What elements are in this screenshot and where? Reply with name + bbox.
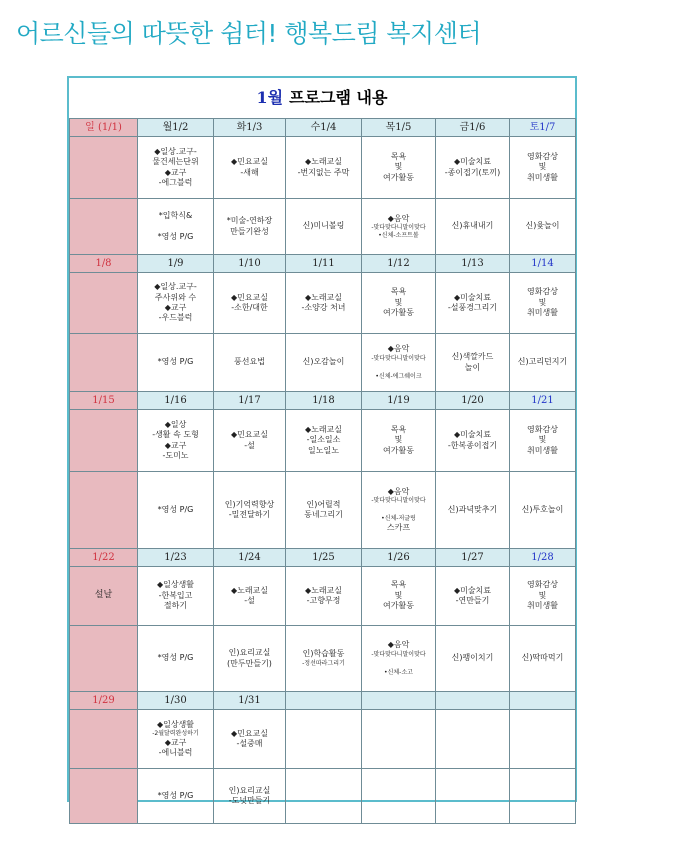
program-cell [436,710,510,769]
date-cell: 1/28 [510,549,576,567]
date-cell: 1/18 [286,392,362,410]
date-cell: 토1/7 [510,119,576,137]
program-line: -맞다맞다니말이맞다 [371,650,426,658]
afternoon-program-row [70,199,576,255]
program-line: 및 [538,435,547,445]
program-line: ◆교구 [164,737,187,747]
program-cell [138,626,214,692]
date-cell [510,692,576,710]
program-cell [214,410,286,472]
program-line [138,221,213,231]
date-cell: 금1/6 [436,119,510,137]
program-line: 및 [538,297,547,307]
program-line: *미술-연하장 [226,216,273,226]
program-line: ◆교구 [164,440,187,450]
afternoon-program-row [70,472,576,549]
program-line: ◆미술치료 [453,292,492,302]
program-line: -맞다맞다니말이맞다 [371,223,426,231]
program-line: -도넛만들기 [228,796,271,805]
program-line: *영성 P/G [157,231,194,241]
program-line: ◆일상.교구- [154,282,197,292]
program-cell [138,273,214,334]
date-cell: 1/9 [138,255,214,273]
program-cell [510,472,576,549]
program-line: -일소일소 [306,435,341,445]
program-cell [214,710,286,769]
page-title: 어르신들의 따뜻한 쉼터! 행복드림 복지센터 [16,19,482,48]
program-cell [436,769,510,824]
program-line: ◆교구 [164,303,187,312]
program-line: 및 [538,162,547,172]
program-line: 설날 [94,590,113,601]
program-cell [286,334,362,392]
program-line: ◆일상생활 [156,580,195,590]
program-line: 신)색깔카드 [451,352,494,362]
date-row [70,692,576,710]
date-cell: 1/30 [138,692,214,710]
date-cell: 1/11 [286,255,362,273]
program-cell [138,137,214,199]
program-line: ◆민요교실 [230,157,269,167]
program-cell [362,769,436,824]
program-cell [70,137,138,199]
program-cell [70,334,138,392]
program-cell [510,769,576,824]
program-cell [436,137,510,199]
date-cell: 1/31 [214,692,286,710]
date-cell: 1/20 [436,392,510,410]
program-line: 인)기억력향상 [224,499,275,509]
date-cell: 1/13 [436,255,510,273]
program-cell [70,410,138,472]
program-cell [70,626,138,692]
program-cell [510,137,576,199]
program-cell [214,626,286,692]
program-line: ◆미술치료 [453,430,492,440]
program-line: *영성 P/G [157,790,194,800]
program-cell [510,410,576,472]
program-line: -번지없는 주막 [297,167,350,177]
date-cell: 1/10 [214,255,286,273]
program-line: 일노일노 [308,445,339,455]
program-line: 여가활동 [383,172,414,182]
program-line: 신)투호놀이 [521,504,564,514]
program-cell [138,472,214,549]
program-line: -에그블럭 [158,177,193,187]
date-cell: 1/19 [362,392,436,410]
program-line: 신)휴내내기 [451,221,494,231]
afternoon-program-row [70,769,576,824]
program-line: 인)어릴적 [306,499,341,509]
program-line: 신)오감놀이 [302,357,345,367]
program-cell [214,472,286,549]
date-cell: 1/26 [362,549,436,567]
program-line: 취미생활 [527,601,558,611]
date-cell [362,692,436,710]
program-line: ◆일상.교구- [154,146,197,156]
program-cell [436,626,510,692]
program-cell [510,199,576,255]
program-line: ◆민요교실 [230,728,269,738]
program-line: 인)학습활동 [302,649,345,659]
program-cell [362,567,436,626]
program-cell [510,273,576,334]
program-cell [436,334,510,392]
date-cell: 1/23 [138,549,214,567]
program-line: ◆노래교실 [304,424,343,434]
program-line: •신체-저글링 [381,515,416,523]
program-line: ◆노래교실 [304,157,343,167]
date-cell: 화1/3 [214,119,286,137]
calendar-title [69,78,575,119]
program-line: 목욕 [390,580,407,590]
date-cell: 목1/5 [362,119,436,137]
program-line: -연만들기 [455,596,490,605]
date-cell: 1/14 [510,255,576,273]
program-line: 취미생활 [527,308,558,318]
program-line: -설중매 [236,739,263,748]
program-cell [70,199,138,255]
program-cell [362,710,436,769]
program-cell [138,410,214,472]
program-line: 신)과녁맞추기 [447,504,498,514]
date-cell [436,692,510,710]
morning-program-row [70,273,576,334]
program-cell [362,410,436,472]
program-cell [214,273,286,334]
program-cell [286,199,362,255]
program-line: 스카프 [386,522,411,532]
program-line: -설풍경그리기 [447,303,498,312]
program-line: 및 [394,162,403,172]
program-line [362,505,435,515]
program-line: -생활 속 도형 [152,430,199,440]
program-cell [214,567,286,626]
date-cell: 수1/4 [286,119,362,137]
program-line: ◆민요교실 [230,430,269,440]
program-line: •신체-에그쉐이크 [375,372,422,380]
program-cell [510,626,576,692]
date-cell: 1/17 [214,392,286,410]
morning-program-row [70,710,576,769]
program-cell [214,769,286,824]
program-cell [214,334,286,392]
program-line: -한복종이접기 [447,440,498,450]
program-line: 및 [394,297,403,307]
program-line: •신체-소프트볼 [378,231,419,239]
program-calendar [67,76,577,805]
date-row [70,255,576,273]
program-line: ◆미술치료 [453,157,492,167]
program-cell [138,710,214,769]
program-cell [436,273,510,334]
program-line: 인)요리교실 [228,785,271,795]
program-line: 동네그리기 [304,510,343,519]
calendar-month: 1월 [256,88,284,107]
date-cell: 1/29 [70,692,138,710]
program-line: -설 [244,440,255,450]
date-row [70,549,576,567]
program-cell [436,199,510,255]
program-line: 및 [538,590,547,600]
date-cell: 1/24 [214,549,286,567]
date-cell: 1/8 [70,255,138,273]
date-cell: 1/21 [510,392,576,410]
program-cell [362,199,436,255]
program-cell [70,472,138,549]
morning-program-row [70,410,576,472]
date-cell: 1/25 [286,549,362,567]
program-line: 신)고리던지기 [517,357,568,367]
date-cell: 1/22 [70,549,138,567]
program-cell [286,410,362,472]
program-line: ◆노래교실 [304,585,343,595]
program-line: -새해 [240,167,259,177]
program-cell [70,769,138,824]
date-cell: 일 (1/1) [70,119,138,137]
program-cell [286,626,362,692]
program-cell [510,334,576,392]
calendar-grid [69,118,576,824]
program-line: ◆일상 [164,419,187,429]
date-row [70,119,576,137]
program-line: 영화감상 [527,424,558,434]
program-line: 영화감상 [527,580,558,590]
program-line: 신)미니볼링 [302,221,345,231]
program-line: -밀전달하기 [228,510,271,519]
program-line: -맞다맞다니말이맞다 [371,354,426,362]
program-line: 신)딱따먹기 [521,653,564,663]
program-cell [362,137,436,199]
calendar-title-text: 프로그램 내용 [289,88,388,107]
program-line: -한복입고 [158,590,193,600]
program-line: 영화감상 [527,287,558,297]
program-line: 물건세는단위 [152,157,199,167]
program-line: 절하기 [163,601,188,611]
program-line: -소한/대한 [231,303,268,312]
program-line: *영성 P/G [157,504,194,514]
program-line: 여가활동 [383,445,414,455]
program-cell [138,334,214,392]
program-line: 및 [394,435,403,445]
program-cell [214,137,286,199]
program-line: 목욕 [390,287,407,297]
program-line: 놀이 [464,362,481,372]
program-line: 영화감상 [527,151,558,161]
morning-program-row [70,567,576,626]
program-line: 목욕 [390,151,407,161]
program-line: ◆음악 [387,344,410,354]
program-line: -우드블럭 [158,313,193,323]
program-cell [436,472,510,549]
afternoon-program-row [70,334,576,392]
program-cell [362,273,436,334]
program-cell [70,567,138,626]
program-cell [362,626,436,692]
date-cell: 1/15 [70,392,138,410]
program-cell [362,472,436,549]
date-cell: 1/27 [436,549,510,567]
program-cell [138,567,214,626]
program-cell [70,273,138,334]
program-line: *영성 P/G [157,653,194,663]
program-line: 신)윷놀이 [525,221,560,231]
program-line: -고향무정 [306,596,341,605]
date-cell: 월1/2 [138,119,214,137]
program-cell [510,710,576,769]
program-line: *영성 P/G [157,357,194,367]
date-row [70,392,576,410]
program-line: 주사위와 수 [154,292,197,302]
program-cell [362,334,436,392]
program-line: •신체-소고 [384,668,413,676]
program-cell [286,472,362,549]
program-line: ◆미술치료 [453,585,492,595]
afternoon-program-row [70,626,576,692]
program-line [362,659,435,669]
program-line: 목욕 [390,424,407,434]
program-cell [286,273,362,334]
program-line: ◆노래교실 [230,585,269,595]
program-line: 취미생활 [527,445,558,455]
program-cell [286,769,362,824]
program-line: -설 [244,596,255,605]
program-line: 여가활동 [383,601,414,611]
program-line: ◆음악 [387,486,410,496]
program-cell [510,567,576,626]
program-cell [70,710,138,769]
program-line: 신)팽이치기 [451,653,494,663]
program-cell [286,137,362,199]
program-line: 여가활동 [383,308,414,318]
program-cell [286,567,362,626]
program-line: ◆민요교실 [230,292,269,302]
program-line: -맞다맞다니말이맞다 [371,497,426,504]
program-cell [214,199,286,255]
date-cell [286,692,362,710]
date-cell: 1/12 [362,255,436,273]
program-line: (만두만들기) [227,658,272,668]
program-line: -도미노 [162,450,189,460]
program-line: ◆노래교실 [304,292,343,302]
program-line: -2월달력완성하기 [152,729,199,737]
program-line: ◆일상생활 [156,719,195,729]
program-line: 풍선요법 [234,357,265,367]
program-cell [138,199,214,255]
program-line: -소양강 처녀 [301,303,346,312]
program-cell [436,567,510,626]
program-line: ◆음악 [387,640,410,650]
program-cell [286,710,362,769]
program-line [362,363,435,373]
morning-program-row [70,137,576,199]
program-line: -종이접기(토끼) [444,167,501,177]
program-line: 취미생활 [527,172,558,182]
program-line: ◆교구 [164,167,187,177]
date-cell: 1/16 [138,392,214,410]
program-cell [436,410,510,472]
program-line: *입학식& [158,210,193,220]
program-line: 인)요리교실 [228,648,271,658]
program-line: 만들기완성 [230,226,269,236]
program-line: 및 [394,590,403,600]
program-cell [138,769,214,824]
program-line: -정선따라그리기 [302,659,345,667]
program-line: ◆음악 [387,213,410,223]
program-line: -에니블럭 [158,748,193,758]
